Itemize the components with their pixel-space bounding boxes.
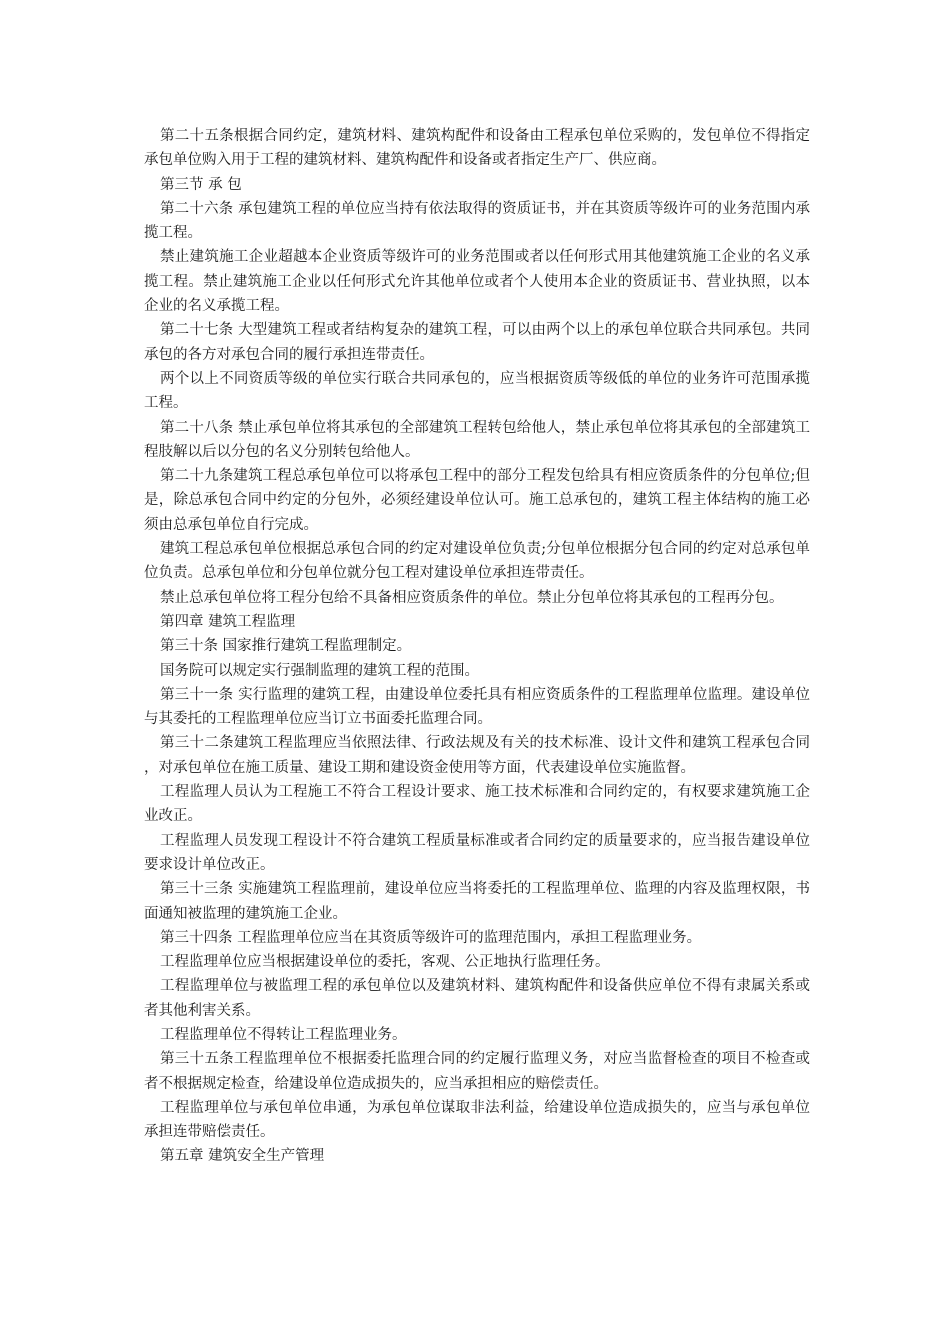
paragraph-article-30: 第三十条 国家推行建筑工程监理制定。 xyxy=(160,638,412,655)
paragraph-article-33: 第三十三条 实施建筑工程监理前，建设单位应当将委托的工程监理单位、监理的内容及监理权限，书面通知被监理的建筑施工企业。 xyxy=(144,881,810,922)
paragraph-article-35: 第三十五条工程监理单位不根据委托监理合同的约定履行监理义务，对应当监督检查的项目不检查或者不根据规定检查，给建设单位造成损失的，应当承担相应的赔偿责任。 xyxy=(144,1051,810,1092)
paragraph-article-29-clause-3: 禁止总承包单位将工程分包给不具备相应资质条件的单位。禁止分包单位将其承包的工程再分包。 xyxy=(160,589,784,606)
chapter-heading-safety: 第五章 建筑安全生产管理 xyxy=(160,1148,325,1165)
document-body xyxy=(144,124,810,1169)
paragraph-article-27-clause-2: 两个以上不同资质等级的单位实行联合共同承包的，应当根据资质等级低的单位的业务许可范围承揽工程。 xyxy=(144,370,810,412)
paragraph-article-34: 第三十四条 工程监理单位应当在其资质等级许可的监理范围内，承担工程监理业务。 xyxy=(160,929,702,946)
paragraph-article-28: 第二十八条 禁止承包单位将其承包的全部建筑工程转包给他人，禁止承包单位将其承包的全部建筑工程肢解以后以分包的名义分别转包给他人。 xyxy=(144,419,810,460)
paragraph-article-32-clause-3: 工程监理人员发现工程设计不符合建筑工程质量标准或者合同约定的质量要求的，应当报告建设单位要求设计单位改正。 xyxy=(144,832,810,873)
paragraph-article-26: 第二十六条 承包建筑工程的单位应当持有依法取得的资质证书，并在其资质等级许可的业务范围内承揽工程。 xyxy=(144,200,810,242)
paragraph-article-29: 第二十九条建筑工程总承包单位可以将承包工程中的部分工程发包给具有相应资质条件的分包单位;但是，除总承包合同中约定的分包外，必须经建设单位认可。施工总承包的，建筑工程主体结构的施工必须由总承包单位自行完成。 xyxy=(144,468,810,533)
paragraph-article-31: 第三十一条 实行监理的建筑工程，由建设单位委托具有相应资质条件的工程监理单位监理。建设单位与其委托的工程监理单位应当订立书面委托监理合同。 xyxy=(144,686,810,728)
paragraph-article-29-clause-2: 建筑工程总承包单位根据总承包合同的约定对建设单位负责;分包单位根据分包合同的约定对总承包单位负责。总承包单位和分包单位就分包工程对建设单位承担连带责任。 xyxy=(144,541,810,582)
section-heading-contracting: 第三节 承 包 xyxy=(160,176,242,193)
paragraph-article-25: 第二十五条根据合同约定，建筑材料、建筑构配件和设备由工程承包单位采购的，发包单位不得指定承包单位购入用于工程的建筑材料、建筑构配件和设备或者指定生产厂、供应商。 xyxy=(144,128,810,169)
paragraph-article-26-clause-2: 禁止建筑施工企业超越本企业资质等级许可的业务范围或者以任何形式用其他建筑施工企业的名义承揽工程。禁止建筑施工企业以任何形式允许其他单位或者个人使用本企业的资质证书、营业执照，以本企业的名义承揽工程。 xyxy=(144,249,810,315)
paragraph-article-34-clause-3: 工程监理单位与被监理工程的承包单位以及建筑材料、建筑构配件和设备供应单位不得有隶属关系或者其他利害关系。 xyxy=(144,978,810,1019)
paragraph-article-35-clause-2: 工程监理单位与承包单位串通，为承包单位谋取非法利益，给建设单位造成损失的，应当与承包单位承担连带赔偿责任。 xyxy=(144,1099,810,1141)
paragraph-article-32-clause-2: 工程监理人员认为工程施工不符合工程设计要求、施工技术标准和合同约定的，有权要求建筑施工企业改正。 xyxy=(144,784,810,825)
paragraph-article-34-clause-2: 工程监理单位应当根据建设单位的委托，客观、公正地执行监理任务。 xyxy=(160,954,610,971)
paragraph-article-27: 第二十七条 大型建筑工程或者结构复杂的建筑工程，可以由两个以上的承包单位联合共同承包。共同承包的各方对承包合同的履行承担连带责任。 xyxy=(144,322,810,363)
paragraph-article-30-clause-2: 国务院可以规定实行强制监理的建筑工程的范围。 xyxy=(160,662,479,679)
chapter-heading-supervision: 第四章 建筑工程监理 xyxy=(160,613,296,630)
paragraph-article-32: 第三十二条建筑工程监理应当依照法律、行政法规及有关的技术标准、设计文件和建筑工程承包合同，对承包单位在施工质量、建设工期和建设资金使用等方面，代表建设单位实施监督。 xyxy=(144,735,810,776)
paragraph-article-34-clause-4: 工程监理单位不得转让工程监理业务。 xyxy=(160,1026,407,1043)
